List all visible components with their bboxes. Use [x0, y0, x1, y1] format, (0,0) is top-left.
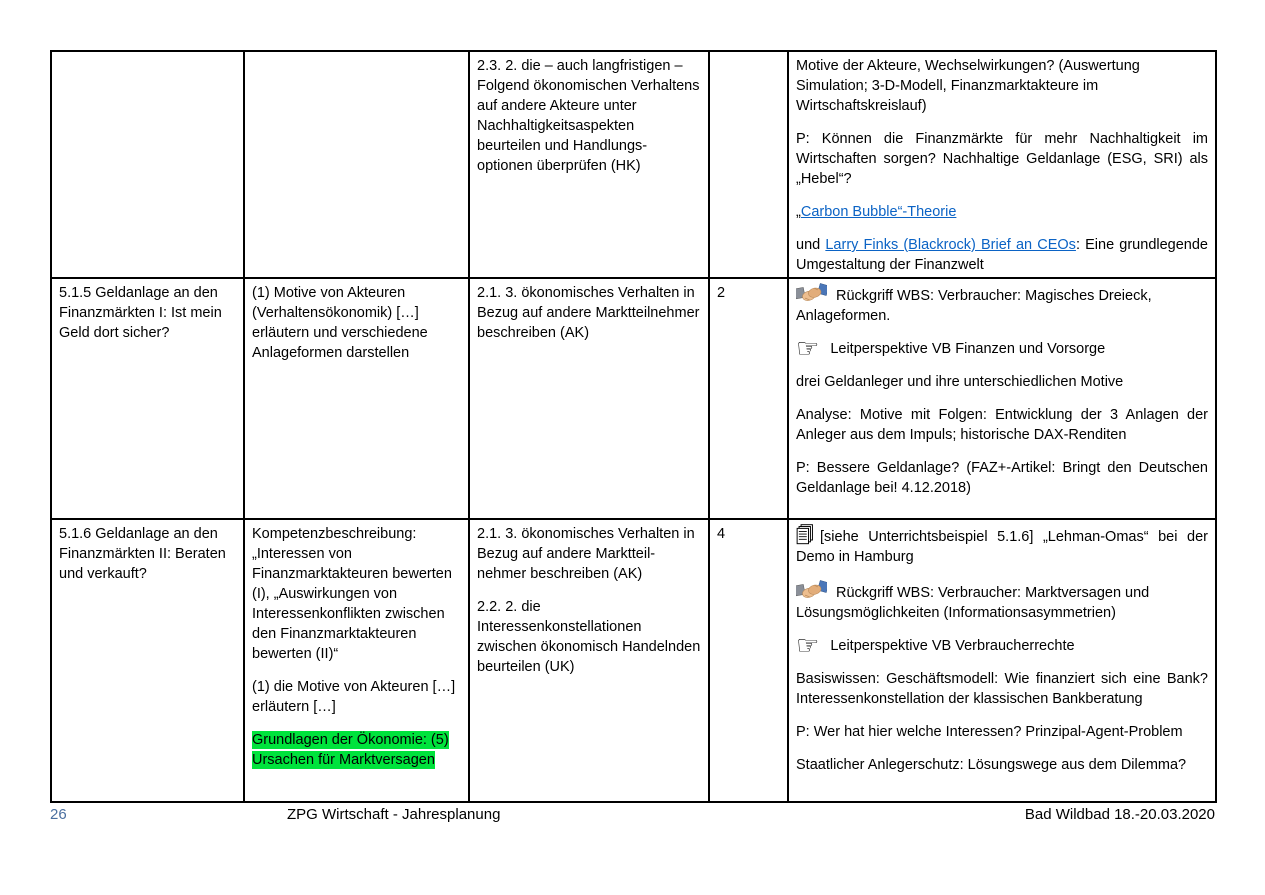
- table-row: [51, 519, 1216, 802]
- carbon-bubble-link[interactable]: Carbon Bubble“-Theorie: [800, 204, 957, 220]
- cell-topic-515: [51, 278, 244, 519]
- green-highlight: Grundlagen der Ökonomie: (5) Ursachen für Marktversagen: [252, 732, 449, 768]
- note-paragraph: [796, 202, 1208, 222]
- quote-prefix: „: [796, 204, 801, 220]
- hours-value: 4: [717, 526, 726, 542]
- cell-notes: [788, 51, 1216, 278]
- table-row: [51, 278, 1216, 519]
- note-paragraph: [796, 283, 1208, 326]
- note-paragraph: P: Können die Finanzmärkte für mehr Nachhaltigkeit im Wirtschaften sorgen? Nachhaltige Geldanlage (ESG, SRI) als „Hebel“?: [796, 131, 1208, 187]
- cell-hours-empty: [709, 51, 788, 278]
- note-paragraph: [796, 235, 1208, 275]
- note-paragraph: [796, 631, 1208, 661]
- pointing-finger-icon: ☞: [796, 334, 820, 364]
- lesson-plan-table: [50, 50, 1217, 803]
- note-text: Rückgriff WBS: Verbraucher: Magisches Dreieck, Anlageformen.: [796, 288, 1152, 324]
- note-paragraph: Motive der Akteure, Wechselwirkungen? (Auswertung Simulation; 3-D-Modell, Finanzmarktakteure im Wirtschaftskreislauf): [796, 58, 1140, 114]
- note-paragraph: [796, 524, 1208, 567]
- standards-text: 2.3. 2. die – auch langfristigen – Folgend ökonomischen Verhaltens auf andere Akteure unter Nachhaltigkeitsaspekten beurteilen und Handlungs-optionen überprüfen (HK): [477, 58, 700, 174]
- note-paragraph: P: Bessere Geldanlage? (FAZ+-Artikel: Bringt den Deutschen Geldanlage bei! 4.12.2018): [796, 460, 1208, 496]
- table-row: [51, 51, 1216, 278]
- cell-competence-empty: [244, 51, 469, 278]
- note-text: Leitperspektive VB Verbraucherrechte: [830, 638, 1075, 654]
- cell-topic-empty: [51, 51, 244, 278]
- standards-text: 2.1. 3. ökonomisches Verhalten in Bezug auf andere Marktteil-nehmer beschreiben (AK): [477, 526, 695, 582]
- competence-text-highlighted: [252, 730, 461, 770]
- note-paragraph: [796, 334, 1208, 364]
- footer-document-title: ZPG Wirtschaft - Jahresplanung: [287, 806, 501, 823]
- handshake-icon: [796, 283, 827, 306]
- cell-topic-516: [51, 519, 244, 802]
- note-text: Leitperspektive VB Finanzen und Vorsorge: [830, 341, 1106, 357]
- pointing-finger-icon: ☞: [796, 631, 820, 661]
- topic-title: 5.1.6 Geldanlage an den Finanzmärkten II: Beraten und verkauft?: [59, 526, 226, 582]
- competence-text: Kompetenzbeschreibung: „Interessen von Finanzmarktakteuren bewerten (I), „Auswirkungen von Interessenkonflikten zwischen den Finanzmarktakteuren bewerten (II)“: [252, 526, 452, 662]
- larry-fink-letter-link[interactable]: Larry Finks (Blackrock) Brief an CEOs: [825, 237, 1076, 253]
- link-suffix: : Eine grundlegende Umgestaltung der Finanzwelt: [796, 237, 1208, 273]
- note-paragraph: Staatlicher Anlegerschutz: Lösungswege aus dem Dilemma?: [796, 757, 1187, 773]
- note-text: [siehe Unterrichtsbeispiel 5.1.6] „Lehman-Omas“ bei der Demo in Hamburg: [796, 529, 1208, 565]
- cell-standards-516: [469, 519, 709, 802]
- handshake-icon: [796, 580, 827, 603]
- topic-title: 5.1.5 Geldanlage an den Finanzmärkten I: Ist mein Geld dort sicher?: [59, 285, 222, 341]
- footer-location-date: Bad Wildbad 18.-20.03.2020: [1024, 806, 1215, 823]
- standards-text: 2.2. 2. die Interessenkonstellationen zwischen ökonomisch Handelnden beurteilen (UK): [477, 599, 701, 675]
- standards-text: 2.1. 3. ökonomisches Verhalten in Bezug auf andere Marktteilnehmer beschreiben (AK): [477, 285, 700, 341]
- cell-standards: [469, 51, 709, 278]
- link-prefix: und: [796, 237, 826, 253]
- note-text: Rückgriff WBS: Verbraucher: Marktversagen und Lösungsmöglichkeiten (Informationsasymmetrien): [796, 585, 1150, 621]
- note-paragraph: [796, 580, 1208, 623]
- note-paragraph: Basiswissen: Geschäftsmodell: Wie finanziert sich eine Bank? Interessenkonstellation der klassischen Bankberatung: [796, 671, 1208, 707]
- note-paragraph: Analyse: Motive mit Folgen: Entwicklung der 3 Anlagen der Anleger aus dem Impuls; historische DAX-Renditen: [796, 407, 1208, 443]
- cell-notes-515: [788, 278, 1216, 519]
- competence-text: (1) Motive von Akteuren (Verhaltensökonomik) […] erläutern und verschiedene Anlageformen darstellen: [252, 285, 428, 361]
- cell-notes-516: [788, 519, 1216, 802]
- cell-competence-516: [244, 519, 469, 802]
- note-paragraph: drei Geldanleger und ihre unterschiedlichen Motive: [796, 374, 1124, 390]
- hours-value: 2: [717, 285, 726, 301]
- competence-text: (1) die Motive von Akteuren […] erläutern […]: [252, 679, 456, 715]
- cell-competence-515: [244, 278, 469, 519]
- cell-standards-515: [469, 278, 709, 519]
- page-number: 26: [50, 806, 67, 823]
- note-paragraph: P: Wer hat hier welche Interessen? Prinzipal-Agent-Problem: [796, 724, 1183, 740]
- documents-icon: [796, 524, 814, 545]
- cell-hours-515: [709, 278, 788, 519]
- cell-hours-516: [709, 519, 788, 802]
